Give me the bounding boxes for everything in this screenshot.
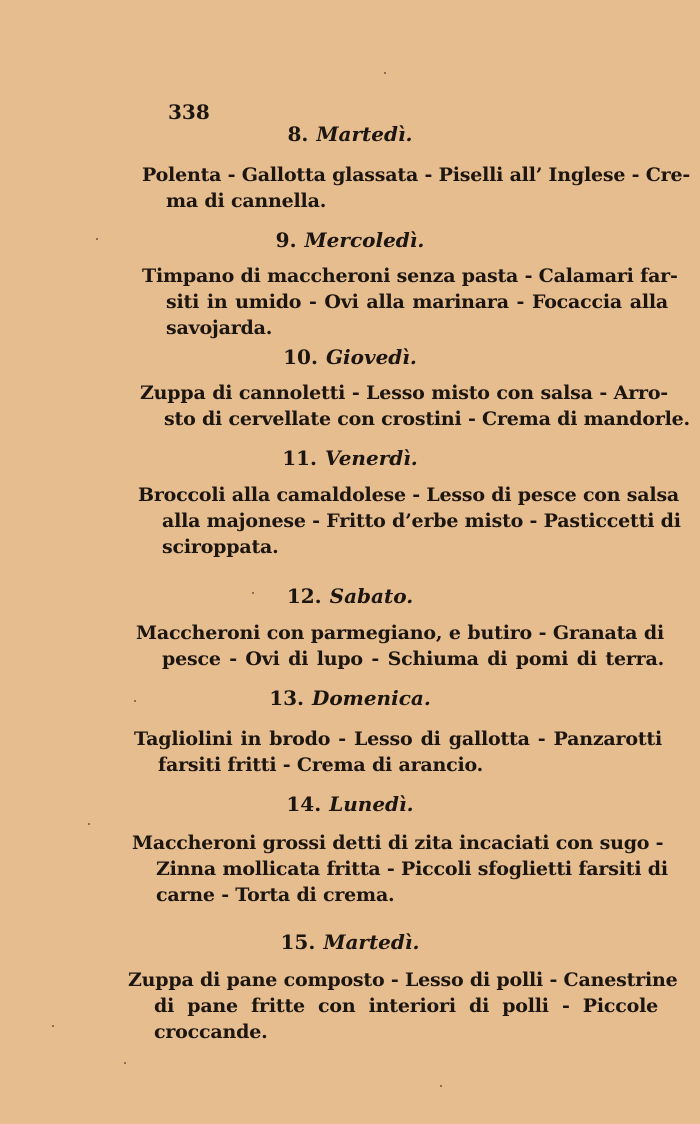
day-heading-14	[0, 792, 700, 816]
day-heading-10	[0, 345, 700, 369]
day-name: Sabato.	[329, 584, 414, 608]
menu-entry-9	[142, 263, 678, 341]
day-number: 9.	[275, 228, 297, 252]
menu-line: siti in umido - Ovi alla marinara - Focaccia alla	[166, 291, 668, 313]
day-number: 10.	[283, 345, 318, 369]
menu-line: Polenta - Gallotta glassata - Piselli all’ Inglese - Cre-	[142, 164, 691, 186]
day-heading-9	[0, 228, 700, 252]
menu-line: pesce - Ovi di lupo - Schiuma di pomi di terra.	[162, 648, 664, 670]
day-name: Mercoledì.	[304, 228, 425, 252]
menu-entry-13	[134, 726, 662, 778]
day-number: 8.	[287, 122, 309, 146]
menu-line: ma di cannella.	[166, 190, 327, 212]
day-heading-12	[0, 584, 700, 608]
menu-line: Maccheroni con parmegiano, e butiro - Granata di	[136, 622, 664, 644]
menu-line: farsiti fritti - Crema di arancio.	[158, 754, 484, 776]
paper-speck	[88, 823, 90, 825]
menu-line: di pane fritte con interiori di polli - Piccole	[154, 995, 658, 1017]
paper-speck	[96, 238, 98, 240]
menu-entry-12	[136, 620, 664, 672]
day-name: Domenica.	[311, 686, 431, 710]
paper-speck	[124, 1062, 126, 1064]
menu-line: Tagliolini in brodo - Lesso di gallotta - Panzarotti	[134, 728, 662, 750]
menu-line: croccande.	[154, 1021, 268, 1043]
paper-speck	[384, 72, 386, 74]
day-name: Venerdì.	[325, 446, 418, 470]
menu-line: Broccoli alla camaldolese - Lesso di pesce con salsa	[138, 484, 680, 506]
page-number: 338	[168, 100, 210, 124]
day-name: Martedì.	[323, 930, 420, 954]
menu-line: Zuppa di cannoletti - Lesso misto con salsa - Arro-	[140, 382, 668, 404]
day-heading-13	[0, 686, 700, 710]
menu-entry-14	[132, 830, 668, 908]
menu-line: sciroppata.	[162, 536, 279, 558]
menu-line: savojarda.	[166, 317, 273, 339]
menu-entry-11	[138, 482, 681, 560]
day-number: 15.	[280, 930, 316, 954]
day-number: 13.	[269, 686, 304, 710]
menu-line: Zinna mollicata fritta - Piccoli sfoglietti farsiti di	[156, 858, 668, 880]
day-name: Giovedì.	[325, 345, 417, 369]
menu-entry-10	[140, 380, 690, 432]
menu-line: alla majonese - Fritto d’erbe misto - Pasticcetti di	[162, 510, 681, 532]
day-name: Martedì.	[316, 122, 413, 146]
day-heading-11	[0, 446, 700, 470]
day-name: Lunedì.	[329, 792, 414, 816]
menu-line: Maccheroni grossi detti di zita incaciati con sugo -	[132, 832, 664, 854]
menu-entry-15	[128, 967, 678, 1045]
paper-speck	[134, 700, 136, 702]
menu-line: Zuppa di pane composto - Lesso di polli - Canestrine	[128, 969, 678, 991]
day-heading-8	[0, 122, 700, 146]
menu-line: carne - Torta di crema.	[156, 884, 395, 906]
day-number: 12.	[286, 584, 322, 608]
day-heading-15	[0, 930, 700, 954]
day-number: 14.	[286, 792, 322, 816]
paper-speck	[252, 592, 254, 594]
menu-line: sto di cervellate con crostini - Crema di mandorle.	[164, 408, 690, 430]
paper-speck	[52, 1025, 54, 1027]
day-number: 11.	[282, 446, 318, 470]
paper-speck	[440, 1085, 442, 1087]
menu-line: Timpano di maccheroni senza pasta - Calamari far-	[142, 265, 678, 287]
menu-entry-8	[142, 162, 691, 214]
